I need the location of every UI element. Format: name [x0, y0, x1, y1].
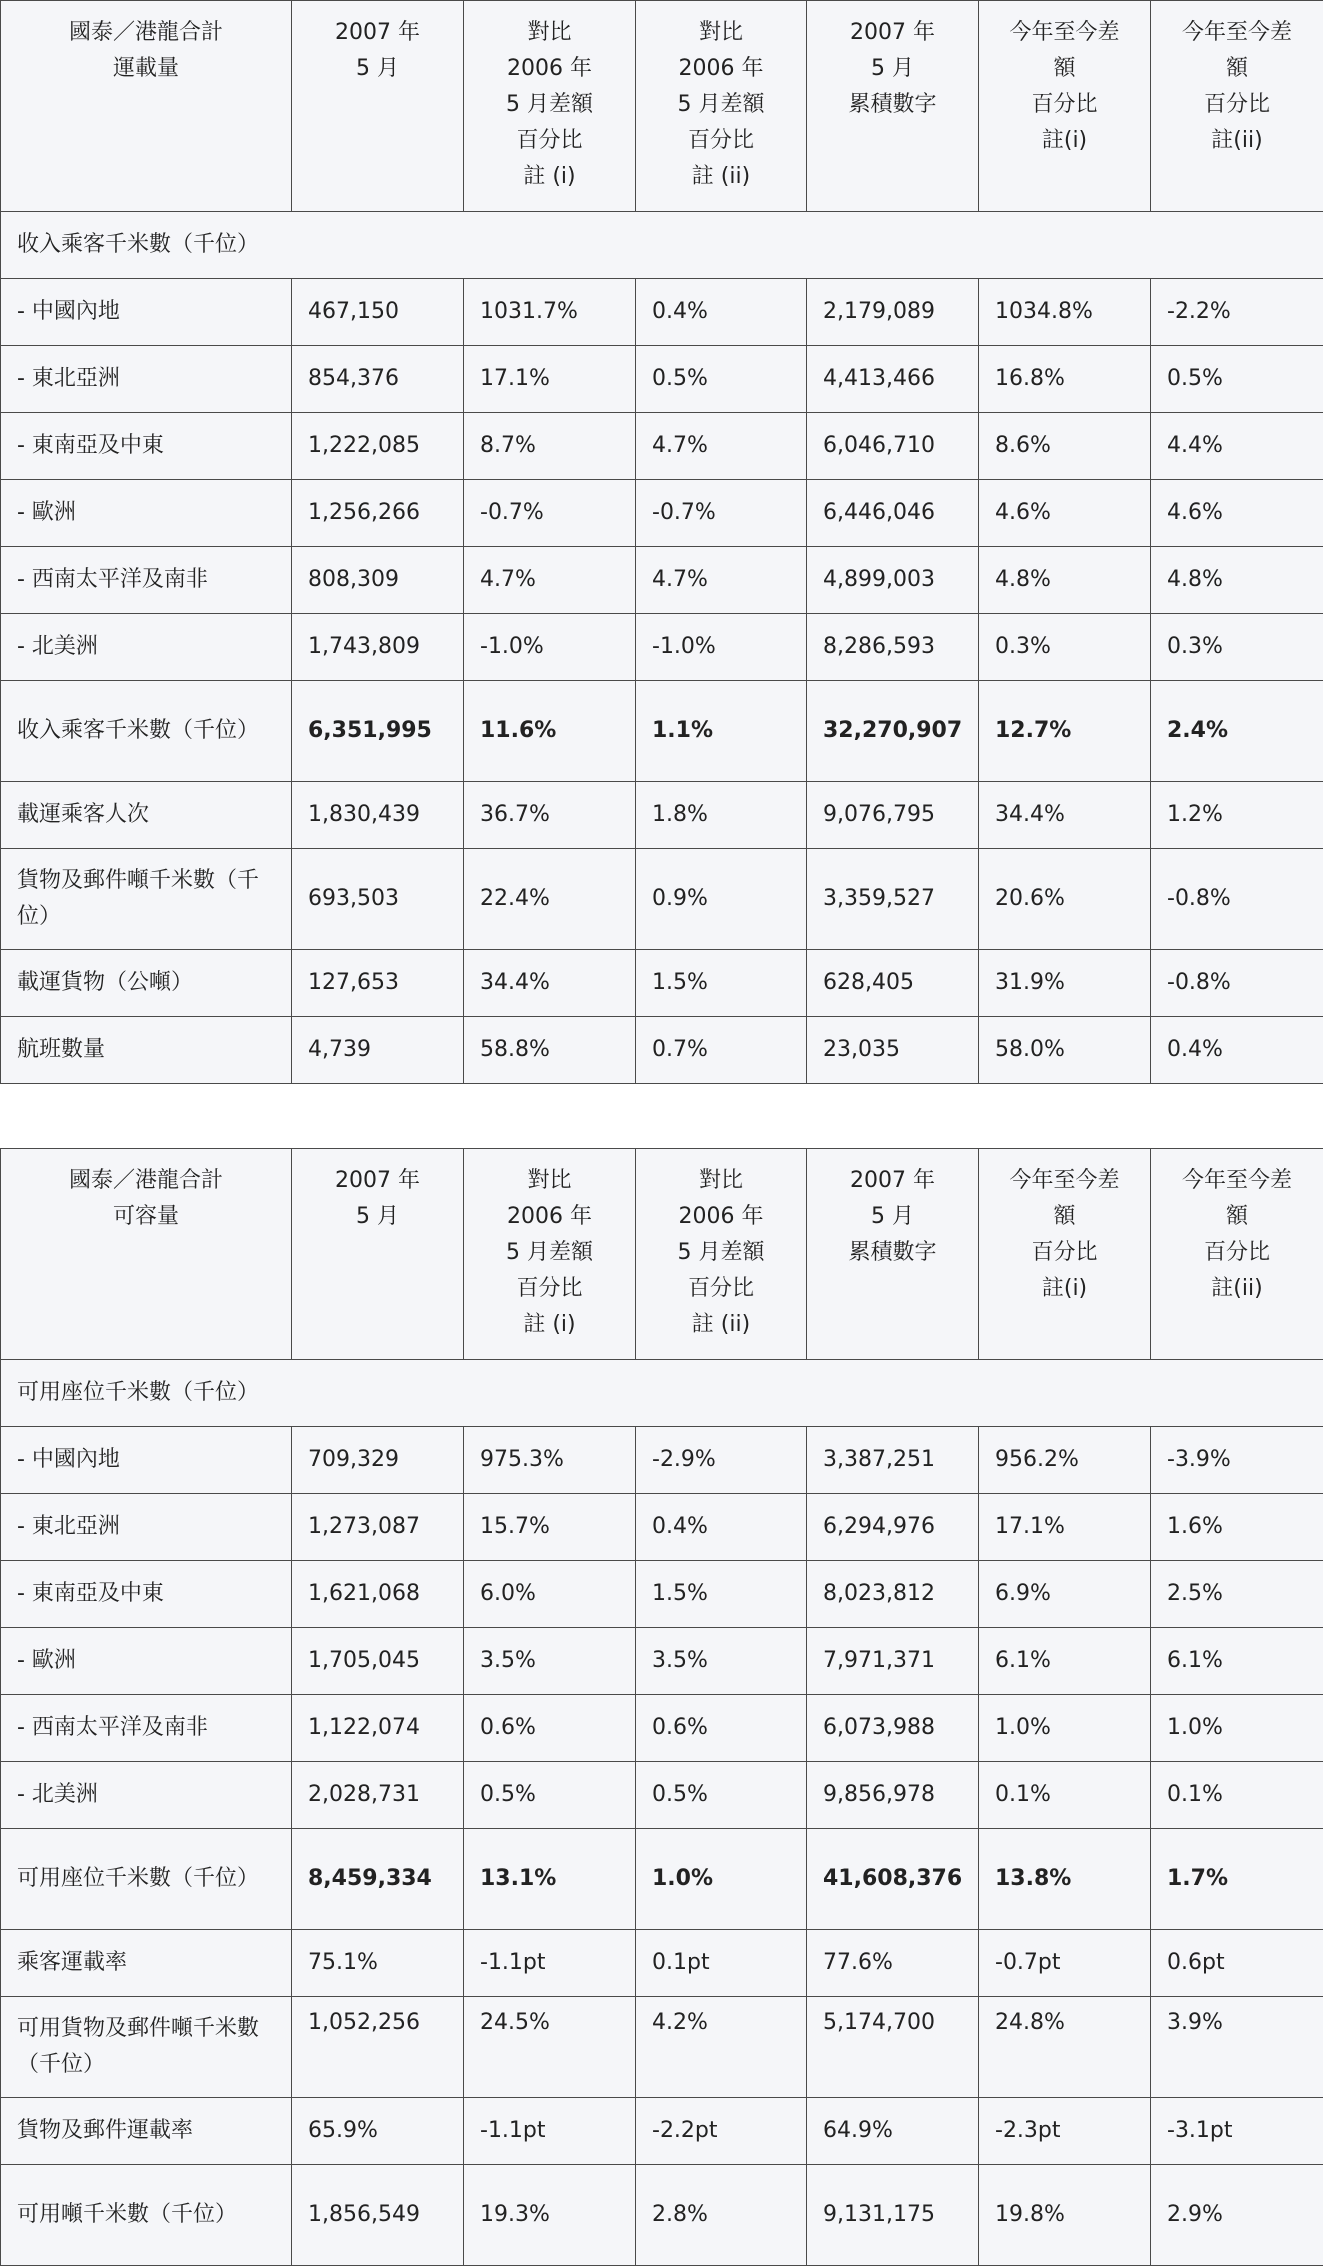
- data-cell: 4.8%: [979, 547, 1151, 614]
- total-cell: 32,270,907: [807, 681, 979, 782]
- data-cell: 808,309: [292, 547, 464, 614]
- total-cell: 12.7%: [979, 681, 1151, 782]
- data-cell: 6.9%: [979, 1561, 1151, 1628]
- data-cell: 854,376: [292, 346, 464, 413]
- total-cell: 1.7%: [1151, 1829, 1323, 1930]
- data-cell: 1,222,085: [292, 413, 464, 480]
- capacity-table: [0, 1148, 1323, 2266]
- header-cell: 對比 2006 年 5 月差額 百分比 註 (i): [464, 1, 636, 212]
- header-cell: 今年至今差 額 百分比 註(ii): [1151, 1149, 1323, 1360]
- data-cell: 1034.8%: [979, 279, 1151, 346]
- data-cell: 0.6%: [636, 1695, 807, 1762]
- data-cell: 0.4%: [636, 1494, 807, 1561]
- data-cell: 1,256,266: [292, 480, 464, 547]
- row-label: - 歐洲: [1, 1628, 292, 1695]
- header-cell: 2007 年 5 月: [292, 1149, 464, 1360]
- row-label: 載運貨物（公噸）: [1, 950, 292, 1017]
- header-cell: 2007 年 5 月: [292, 1, 464, 212]
- carriage-table: [0, 0, 1323, 1084]
- table-row: [1, 1017, 1323, 1084]
- total-row: [1, 1829, 1323, 1930]
- total-cell: 8,459,334: [292, 1829, 464, 1930]
- data-cell: 1.2%: [1151, 782, 1323, 849]
- row-label: - 西南太平洋及南非: [1, 1695, 292, 1762]
- data-cell: 1.8%: [636, 782, 807, 849]
- data-cell: 1,743,809: [292, 614, 464, 681]
- data-cell: -2.9%: [636, 1427, 807, 1494]
- row-label: - 東南亞及中東: [1, 413, 292, 480]
- total-cell: 2.4%: [1151, 681, 1323, 782]
- data-cell: -1.1pt: [464, 2098, 636, 2165]
- data-cell: 4,413,466: [807, 346, 979, 413]
- data-cell: 0.9%: [636, 849, 807, 950]
- data-cell: 6,046,710: [807, 413, 979, 480]
- header-cell: 今年至今差 額 百分比 註(i): [979, 1, 1151, 212]
- data-cell: 34.4%: [979, 782, 1151, 849]
- header-cell: 對比 2006 年 5 月差額 百分比 註 (ii): [636, 1149, 807, 1360]
- data-cell: -0.7%: [464, 480, 636, 547]
- data-cell: 8,286,593: [807, 614, 979, 681]
- data-cell: 4,899,003: [807, 547, 979, 614]
- header-cell: 今年至今差 額 百分比 註(i): [979, 1149, 1151, 1360]
- data-cell: 956.2%: [979, 1427, 1151, 1494]
- data-cell: 36.7%: [464, 782, 636, 849]
- data-cell: 4,739: [292, 1017, 464, 1084]
- data-cell: 0.4%: [636, 279, 807, 346]
- total-cell: 13.8%: [979, 1829, 1151, 1930]
- data-cell: 0.1pt: [636, 1930, 807, 1997]
- row-label: - 東南亞及中東: [1, 1561, 292, 1628]
- data-cell: 4.4%: [1151, 413, 1323, 480]
- header-row: [1, 1, 1323, 212]
- data-cell: -3.9%: [1151, 1427, 1323, 1494]
- total-cell: 13.1%: [464, 1829, 636, 1930]
- data-cell: 0.5%: [636, 346, 807, 413]
- header-cell: 2007 年 5 月 累積數字: [807, 1, 979, 212]
- row-label: 可用座位千米數（千位）: [1, 1829, 292, 1930]
- data-cell: 2.9%: [1151, 2165, 1323, 2266]
- table-row: [1, 1628, 1323, 1695]
- data-cell: 8.7%: [464, 413, 636, 480]
- table-row: [1, 1997, 1323, 2098]
- data-cell: 31.9%: [979, 950, 1151, 1017]
- row-label: - 北美洲: [1, 1762, 292, 1829]
- row-label: 載運乘客人次: [1, 782, 292, 849]
- table-row: [1, 849, 1323, 950]
- data-cell: 7,971,371: [807, 1628, 979, 1695]
- header-cell: 今年至今差 額 百分比 註(ii): [1151, 1, 1323, 212]
- row-label: - 西南太平洋及南非: [1, 547, 292, 614]
- header-cell: 2007 年 5 月 累積數字: [807, 1149, 979, 1360]
- data-cell: 65.9%: [292, 2098, 464, 2165]
- data-cell: 9,076,795: [807, 782, 979, 849]
- data-cell: 0.5%: [636, 1762, 807, 1829]
- data-cell: 19.8%: [979, 2165, 1151, 2266]
- row-label: - 中國內地: [1, 279, 292, 346]
- data-cell: -1.0%: [464, 614, 636, 681]
- data-cell: 34.4%: [464, 950, 636, 1017]
- data-cell: 58.0%: [979, 1017, 1151, 1084]
- data-cell: -2.2pt: [636, 2098, 807, 2165]
- table-row: [1, 1427, 1323, 1494]
- total-cell: 1.1%: [636, 681, 807, 782]
- data-cell: -0.8%: [1151, 849, 1323, 950]
- data-cell: 24.8%: [979, 1997, 1151, 2098]
- data-cell: 3.5%: [464, 1628, 636, 1695]
- row-label: - 中國內地: [1, 1427, 292, 1494]
- data-cell: 0.7%: [636, 1017, 807, 1084]
- data-cell: 0.1%: [1151, 1762, 1323, 1829]
- data-cell: -0.8%: [1151, 950, 1323, 1017]
- table-row: [1, 346, 1323, 413]
- data-cell: -2.3pt: [979, 2098, 1151, 2165]
- table-row: [1, 950, 1323, 1017]
- data-cell: 0.4%: [1151, 1017, 1323, 1084]
- data-cell: 693,503: [292, 849, 464, 950]
- data-cell: 1,122,074: [292, 1695, 464, 1762]
- header-cell: 對比 2006 年 5 月差額 百分比 註 (i): [464, 1149, 636, 1360]
- data-cell: 2.8%: [636, 2165, 807, 2266]
- section-title-row: [1, 212, 1323, 279]
- data-cell: -3.1pt: [1151, 2098, 1323, 2165]
- table-row: [1, 547, 1323, 614]
- total-cell: 1.0%: [636, 1829, 807, 1930]
- data-cell: 3.9%: [1151, 1997, 1323, 2098]
- data-cell: 127,653: [292, 950, 464, 1017]
- data-cell: 24.5%: [464, 1997, 636, 2098]
- data-cell: 1.5%: [636, 1561, 807, 1628]
- data-cell: 5,174,700: [807, 1997, 979, 2098]
- total-cell: 11.6%: [464, 681, 636, 782]
- data-cell: 20.6%: [979, 849, 1151, 950]
- row-label: - 歐洲: [1, 480, 292, 547]
- data-cell: 6,294,976: [807, 1494, 979, 1561]
- header-cell: 國泰／港龍合計 運載量: [1, 1, 292, 212]
- data-cell: 975.3%: [464, 1427, 636, 1494]
- data-cell: 77.6%: [807, 1930, 979, 1997]
- data-cell: 2,179,089: [807, 279, 979, 346]
- table-spacer: [0, 1084, 1323, 1148]
- data-cell: 4.7%: [464, 547, 636, 614]
- data-cell: 17.1%: [464, 346, 636, 413]
- data-cell: 709,329: [292, 1427, 464, 1494]
- data-cell: 58.8%: [464, 1017, 636, 1084]
- section-title: 收入乘客千米數（千位）: [1, 212, 1323, 279]
- data-cell: 1,830,439: [292, 782, 464, 849]
- data-cell: 75.1%: [292, 1930, 464, 1997]
- data-cell: 3,387,251: [807, 1427, 979, 1494]
- data-cell: 64.9%: [807, 2098, 979, 2165]
- data-cell: 467,150: [292, 279, 464, 346]
- data-cell: 9,131,175: [807, 2165, 979, 2266]
- table-row: [1, 782, 1323, 849]
- data-cell: 23,035: [807, 1017, 979, 1084]
- row-label: - 東北亞洲: [1, 1494, 292, 1561]
- data-cell: 4.7%: [636, 413, 807, 480]
- data-cell: 6.1%: [1151, 1628, 1323, 1695]
- data-cell: 1,705,045: [292, 1628, 464, 1695]
- data-cell: 1.0%: [979, 1695, 1151, 1762]
- data-cell: -0.7pt: [979, 1930, 1151, 1997]
- header-row: [1, 1149, 1323, 1360]
- data-cell: 2.5%: [1151, 1561, 1323, 1628]
- row-label: - 東北亞洲: [1, 346, 292, 413]
- data-cell: 4.8%: [1151, 547, 1323, 614]
- data-cell: 19.3%: [464, 2165, 636, 2266]
- data-cell: 3,359,527: [807, 849, 979, 950]
- data-cell: -1.0%: [636, 614, 807, 681]
- data-cell: 8,023,812: [807, 1561, 979, 1628]
- data-cell: 1.0%: [1151, 1695, 1323, 1762]
- table-row: [1, 1494, 1323, 1561]
- section-title: 可用座位千米數（千位）: [1, 1360, 1323, 1427]
- row-label: 收入乘客千米數（千位）: [1, 681, 292, 782]
- header-cell: 國泰／港龍合計 可容量: [1, 1149, 292, 1360]
- data-cell: -2.2%: [1151, 279, 1323, 346]
- table-row: [1, 2098, 1323, 2165]
- data-cell: 0.6%: [464, 1695, 636, 1762]
- table-row: [1, 413, 1323, 480]
- row-label: - 北美洲: [1, 614, 292, 681]
- table-row: [1, 1930, 1323, 1997]
- table-row: [1, 1762, 1323, 1829]
- data-cell: 2,028,731: [292, 1762, 464, 1829]
- table-row: [1, 480, 1323, 547]
- row-label: 可用貨物及郵件噸千米數（千位）: [1, 1997, 292, 2098]
- row-label: 航班數量: [1, 1017, 292, 1084]
- data-cell: 4.6%: [1151, 480, 1323, 547]
- data-cell: 0.3%: [979, 614, 1151, 681]
- data-cell: 6.1%: [979, 1628, 1151, 1695]
- data-cell: 1,052,256: [292, 1997, 464, 2098]
- data-cell: 17.1%: [979, 1494, 1151, 1561]
- row-label: 貨物及郵件噸千米數（千位）: [1, 849, 292, 950]
- data-cell: -0.7%: [636, 480, 807, 547]
- total-cell: 41,608,376: [807, 1829, 979, 1930]
- data-cell: 6,446,046: [807, 480, 979, 547]
- data-cell: 1,273,087: [292, 1494, 464, 1561]
- data-cell: -1.1pt: [464, 1930, 636, 1997]
- data-cell: 1.5%: [636, 950, 807, 1017]
- table-row: [1, 279, 1323, 346]
- data-cell: 6.0%: [464, 1561, 636, 1628]
- data-cell: 0.1%: [979, 1762, 1151, 1829]
- data-cell: 0.5%: [1151, 346, 1323, 413]
- data-cell: 1,621,068: [292, 1561, 464, 1628]
- data-cell: 0.6pt: [1151, 1930, 1323, 1997]
- table-row: [1, 2165, 1323, 2266]
- table-row: [1, 1695, 1323, 1762]
- row-label: 可用噸千米數（千位）: [1, 2165, 292, 2266]
- data-cell: 16.8%: [979, 346, 1151, 413]
- data-cell: 15.7%: [464, 1494, 636, 1561]
- data-cell: 0.3%: [1151, 614, 1323, 681]
- data-cell: 1031.7%: [464, 279, 636, 346]
- table-row: [1, 614, 1323, 681]
- section-title-row: [1, 1360, 1323, 1427]
- total-row: [1, 681, 1323, 782]
- data-cell: 1,856,549: [292, 2165, 464, 2266]
- data-cell: 8.6%: [979, 413, 1151, 480]
- row-label: 貨物及郵件運載率: [1, 2098, 292, 2165]
- data-cell: 0.5%: [464, 1762, 636, 1829]
- data-cell: 9,856,978: [807, 1762, 979, 1829]
- data-cell: 6,073,988: [807, 1695, 979, 1762]
- row-label: 乘客運載率: [1, 1930, 292, 1997]
- header-cell: 對比 2006 年 5 月差額 百分比 註 (ii): [636, 1, 807, 212]
- data-cell: 4.7%: [636, 547, 807, 614]
- total-cell: 6,351,995: [292, 681, 464, 782]
- data-cell: 4.2%: [636, 1997, 807, 2098]
- data-cell: 1.6%: [1151, 1494, 1323, 1561]
- data-cell: 3.5%: [636, 1628, 807, 1695]
- data-cell: 4.6%: [979, 480, 1151, 547]
- data-cell: 22.4%: [464, 849, 636, 950]
- data-cell: 628,405: [807, 950, 979, 1017]
- table-row: [1, 1561, 1323, 1628]
